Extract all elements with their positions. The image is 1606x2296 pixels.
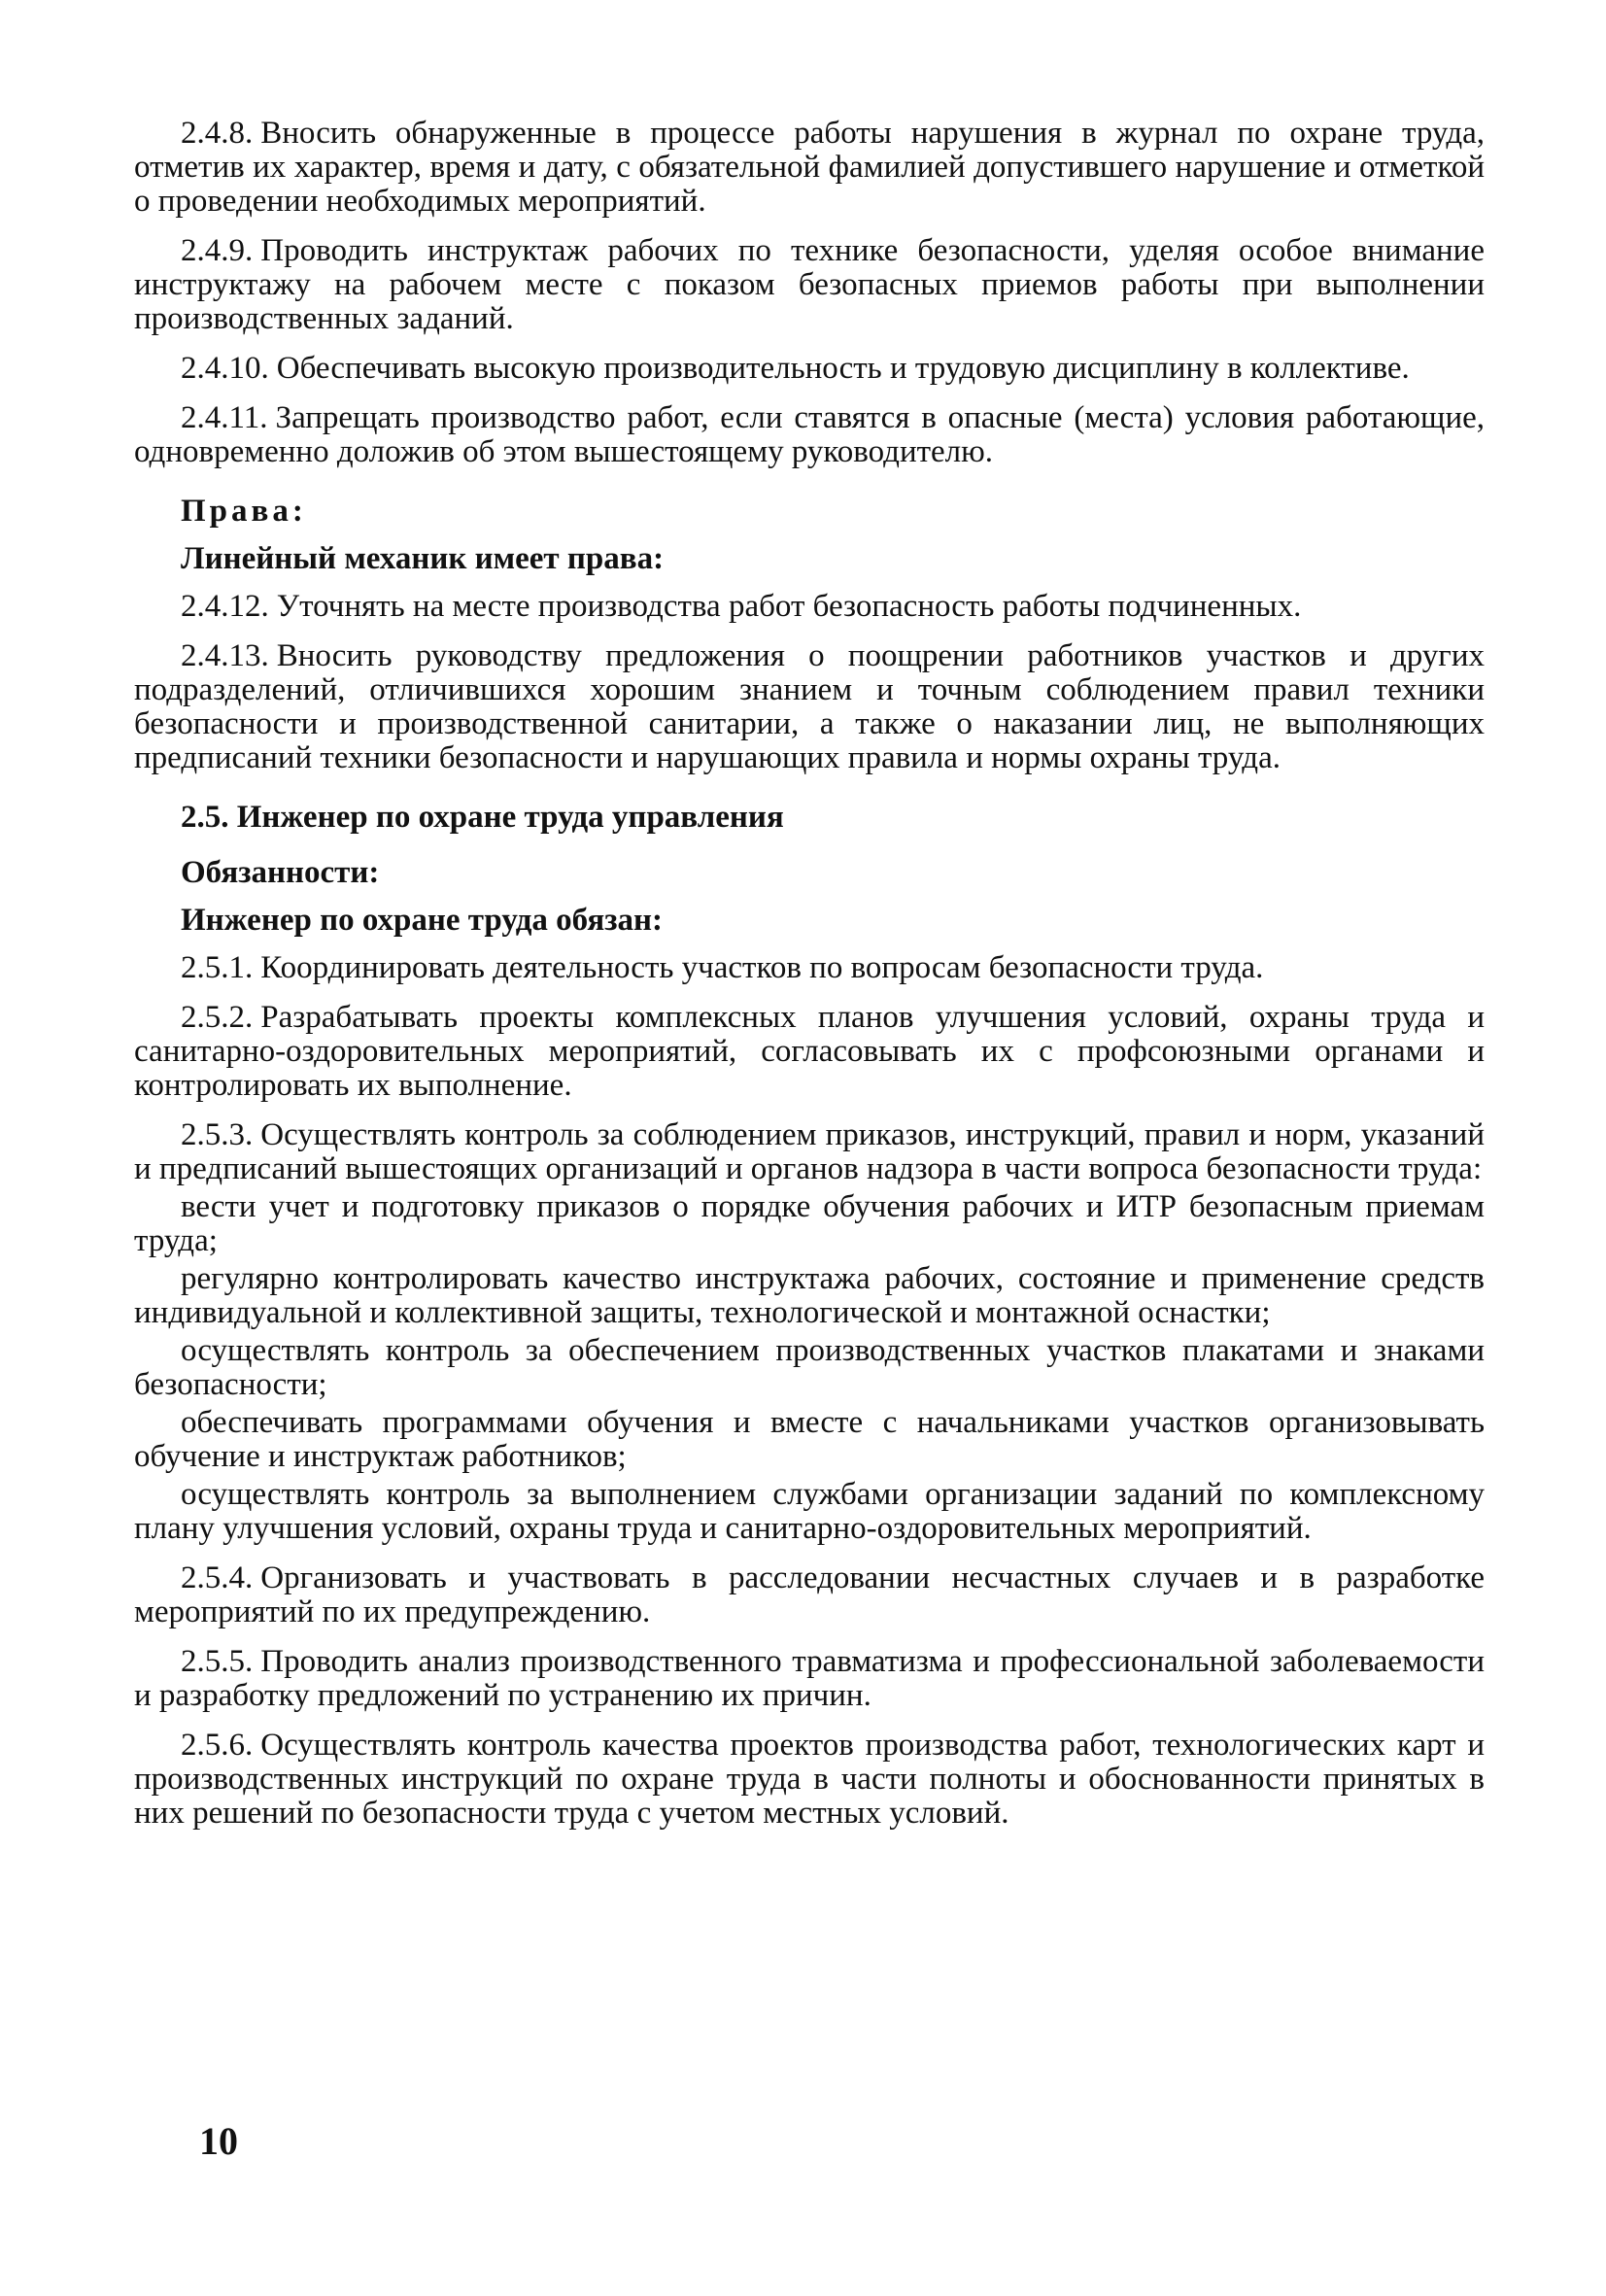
item-number: 2.5.4. [181, 1560, 254, 1595]
subitem: вести учет и подготовку приказов о порядке обучения рабочих и ИТР безопасным приемам труда; [134, 1189, 1485, 1258]
item-text: Уточнять на месте производства работ безопасность работы подчиненных. [276, 589, 1302, 624]
item-text: Осуществлять контроль качества проектов производства работ, технологических карт и производственных инструкций по охране труда в части полноты и обоснованности принятых в них решений по безопасности труда с учетом местных условий. [134, 1728, 1485, 1831]
item-number: 2.4.11. [181, 400, 268, 435]
subitem: обеспечивать программами обучения и вместе с начальниками участков организовывать обучение и инструктаж работников; [134, 1405, 1485, 1474]
item-2-5-4 [134, 1561, 1485, 1629]
subitem: регулярно контролировать качество инструктажа рабочих, состояние и применение средств индивидуальной и коллективной защиты, технологической и монтажной оснастки; [134, 1261, 1485, 1330]
item-2-4-11 [134, 401, 1485, 469]
item-text: Координировать деятельность участков по вопросам безопасности труда. [260, 950, 1264, 985]
duties-heading: Обязанности: [181, 855, 380, 890]
item-2-5-1 [134, 951, 1485, 985]
item-text: Проводить анализ производственного травматизма и профессиональной заболеваемости и разработку предложений по устранению их причин. [134, 1644, 1485, 1713]
item-number: 2.5.1. [181, 950, 254, 985]
rights-heading: Права: [181, 494, 307, 529]
item-number: 2.5.6. [181, 1728, 254, 1763]
item-text: Обеспечивать высокую производительность и трудовую дисциплину в коллективе. [276, 351, 1410, 386]
item-text: Запрещать производство работ, если ставятся в опасные (места) условия работающие, одновременно доложив об этом вышестоящему руководителю. [134, 400, 1485, 469]
item-2-5-2 [134, 1001, 1485, 1103]
item-text: Разрабатывать проекты комплексных планов улучшения условий, охраны труда и санитарно-оздоровительных мероприятий, согласовывать их с профсоюзными органами и контролировать их выполнение. [134, 1000, 1485, 1103]
item-text: Организовать и участвовать в расследовании несчастных случаев и в разработке мероприятий по их предупреждению. [134, 1560, 1485, 1629]
item-number: 2.5.5. [181, 1644, 254, 1679]
item-2-4-10 [134, 352, 1485, 386]
document-page [134, 117, 1485, 1846]
item-number: 2.4.8. [181, 116, 254, 151]
item-text: Проводить инструктаж рабочих по технике безопасности, уделяя особое внимание инструктажу на рабочем месте с показом безопасных приемов работы при выполнении производственных заданий. [134, 233, 1485, 336]
item-2-4-8 [134, 117, 1485, 219]
item-text: Вносить обнаруженные в процессе работы нарушения в журнал по охране труда, отметив их характер, время и дату, с обязательной фамилией допустившего нарушение и отметкой о проведении необходимых мероприятий. [134, 116, 1485, 219]
section-heading: 2.5. Инженер по охране труда управления [181, 800, 784, 835]
item-number: 2.5.3. [181, 1117, 254, 1152]
item-text: Осуществлять контроль за соблюдением приказов, инструкций, правил и норм, указаний и предписаний вышестоящих организаций и органов надзора в части вопроса безопасности труда: [134, 1117, 1485, 1186]
item-2-4-13 [134, 639, 1485, 775]
page-number: 10 [199, 2119, 238, 2163]
item-2-5-5 [134, 1645, 1485, 1713]
item-number: 2.4.13. [181, 638, 269, 673]
item-number: 2.4.12. [181, 589, 269, 624]
item-number: 2.4.10. [181, 351, 269, 386]
item-2-4-9 [134, 234, 1485, 336]
item-2-5-3 [134, 1118, 1485, 1186]
rights-subheading: Линейный механик имеет права: [181, 541, 665, 576]
item-2-5-6 [134, 1729, 1485, 1831]
subitem: осуществлять контроль за выполнением службами организации заданий по комплексному плану улучшения условий, охраны труда и санитарно-оздоровительных мероприятий. [134, 1477, 1485, 1546]
item-text: Вносить руководству предложения о поощрении работников участков и других подразделений, отличившихся хорошим знанием и точным соблюдением правил техники безопасности и производственной санитарии, а также о наказании лиц, не выполняющих предписаний техники безопасности и нарушающих правила и нормы охраны труда. [134, 638, 1485, 775]
subitem: осуществлять контроль за обеспечением производственных участков плакатами и знаками безопасности; [134, 1333, 1485, 1402]
item-number: 2.4.9. [181, 233, 254, 268]
item-number: 2.5.2. [181, 1000, 254, 1035]
duties-subheading: Инженер по охране труда обязан: [181, 903, 663, 938]
item-2-4-12 [134, 590, 1485, 624]
